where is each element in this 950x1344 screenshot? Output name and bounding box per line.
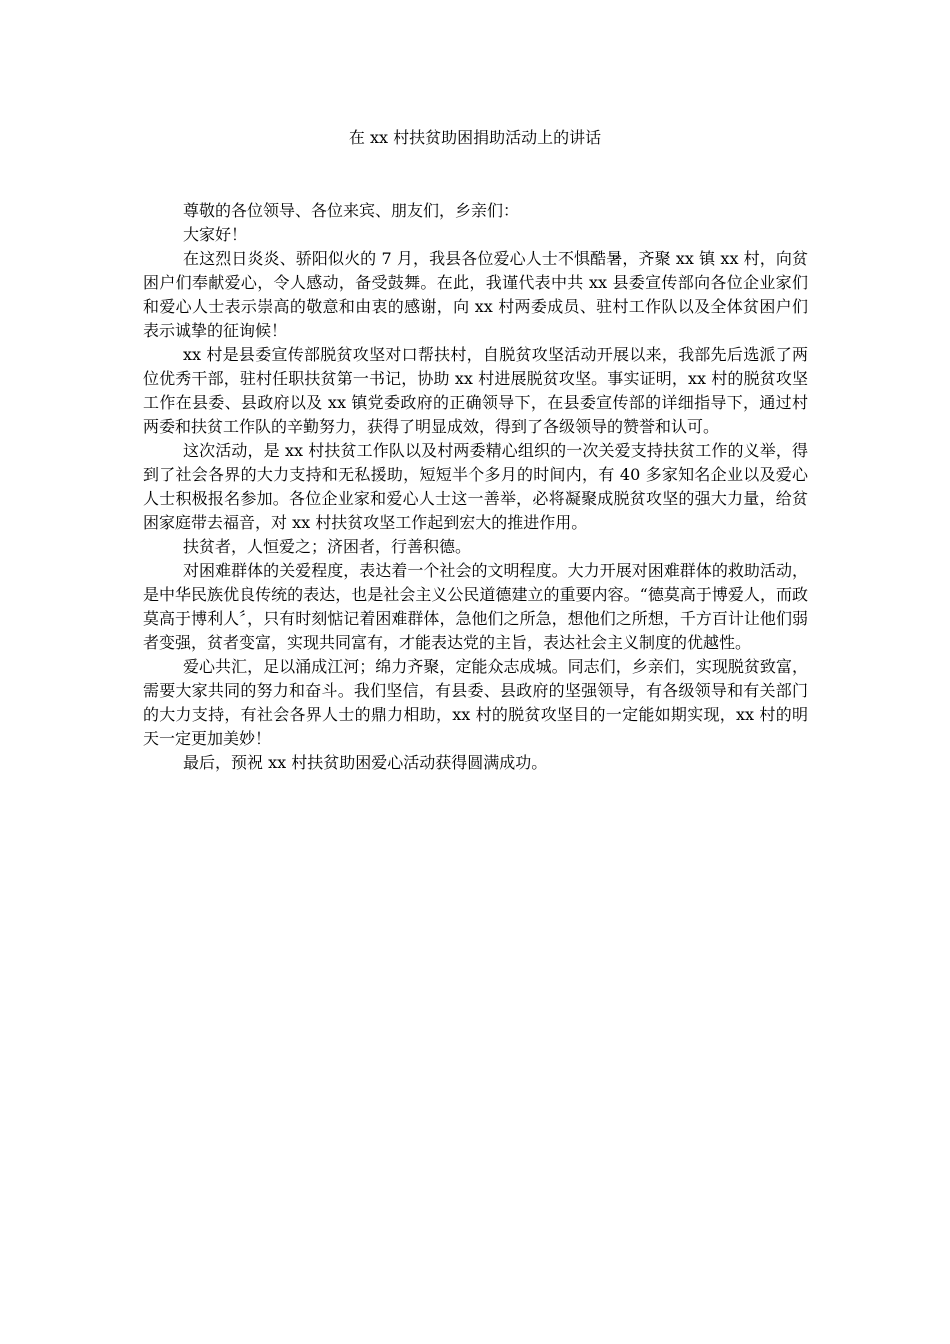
paragraph-closing: 最后，预祝 xx 村扶贫助困爱心活动获得圆满成功。 <box>183 753 548 772</box>
paragraph: 这次活动，是 xx 村扶贫工作队以及村两委精心组织的一次关爱支持扶贫工作的义举，得到了社会各界的大力支持和无私援助，短短半个多月的时间内，有 40 多家知名企业以及爱心人士积极报名参加。各位企业家和爱心人士这一善举，必将凝聚成脱贫攻坚的强大力量，给贫困家庭带去福音，对 xx 村扶贫攻坚工作起到宏大的推进作用。 <box>143 441 808 532</box>
paragraph: 在这烈日炎炎、骄阳似火的 7 月，我县各位爱心人士不惧酷暑，齐聚 xx 镇 xx 村，向贫困户们奉献爱心，令人感动，备受鼓舞。在此，我谨代表中共 xx 县委宣传部向各位企业家们和爱心人士表示崇高的敬意和由衷的感谢，向 xx 村两委成员、驻村工作队以及全体贫困户们表示诚挚的征询候！ <box>143 249 808 340</box>
document-body <box>143 199 808 775</box>
paragraph: xx 村是县委宣传部脱贫攻坚对口帮扶村，自脱贫攻坚活动开展以来，我部先后选派了两位优秀干部，驻村任职扶贫第一书记，协助 xx 村进展脱贫攻坚。事实证明，xx 村的脱贫攻坚工作在县委、县政府以及 xx 镇党委政府的正确领导下，在县委宣传部的详细指导下，通过村两委和扶贫工作队的辛勤努力，获得了明显成效，得到了各级领导的赞誉和认可。 <box>143 345 808 436</box>
paragraph-salutation: 尊敬的各位领导、各位来宾、朋友们，乡亲们： <box>183 201 520 220</box>
paragraph: 扶贫者，人恒爱之；济困者，行善积德。 <box>183 537 472 556</box>
paragraph: 爱心共汇，足以涌成江河；绵力齐聚，定能众志成城。同志们，乡亲们，实现脱贫致富，需要大家共同的努力和奋斗。我们坚信，有县委、县政府的坚强领导，有各级领导和有关部门的大力支持，有社会各界人士的鼎力相助，xx 村的脱贫攻坚目的一定能如期实现，xx 村的明天一定更加美妙！ <box>143 657 808 748</box>
paragraph-greeting: 大家好！ <box>183 225 248 244</box>
document-title: 在 xx 村扶贫助困捐助活动上的讲话 <box>348 128 602 147</box>
paragraph: 对困难群体的关爱程度，表达着一个社会的文明程度。大力开展对困难群体的救助活动，是中华民族优良传统的表达，也是社会主义公民道德建立的重要内容。“德莫高于博爱人，而政莫高于博利人〞，只有时刻惦记着困难群体，急他们之所急，想他们之所想，千方百计让他们弱者变强，贫者变富，实现共同富有，才能表达党的主旨，表达社会主义制度的优越性。 <box>143 561 808 652</box>
